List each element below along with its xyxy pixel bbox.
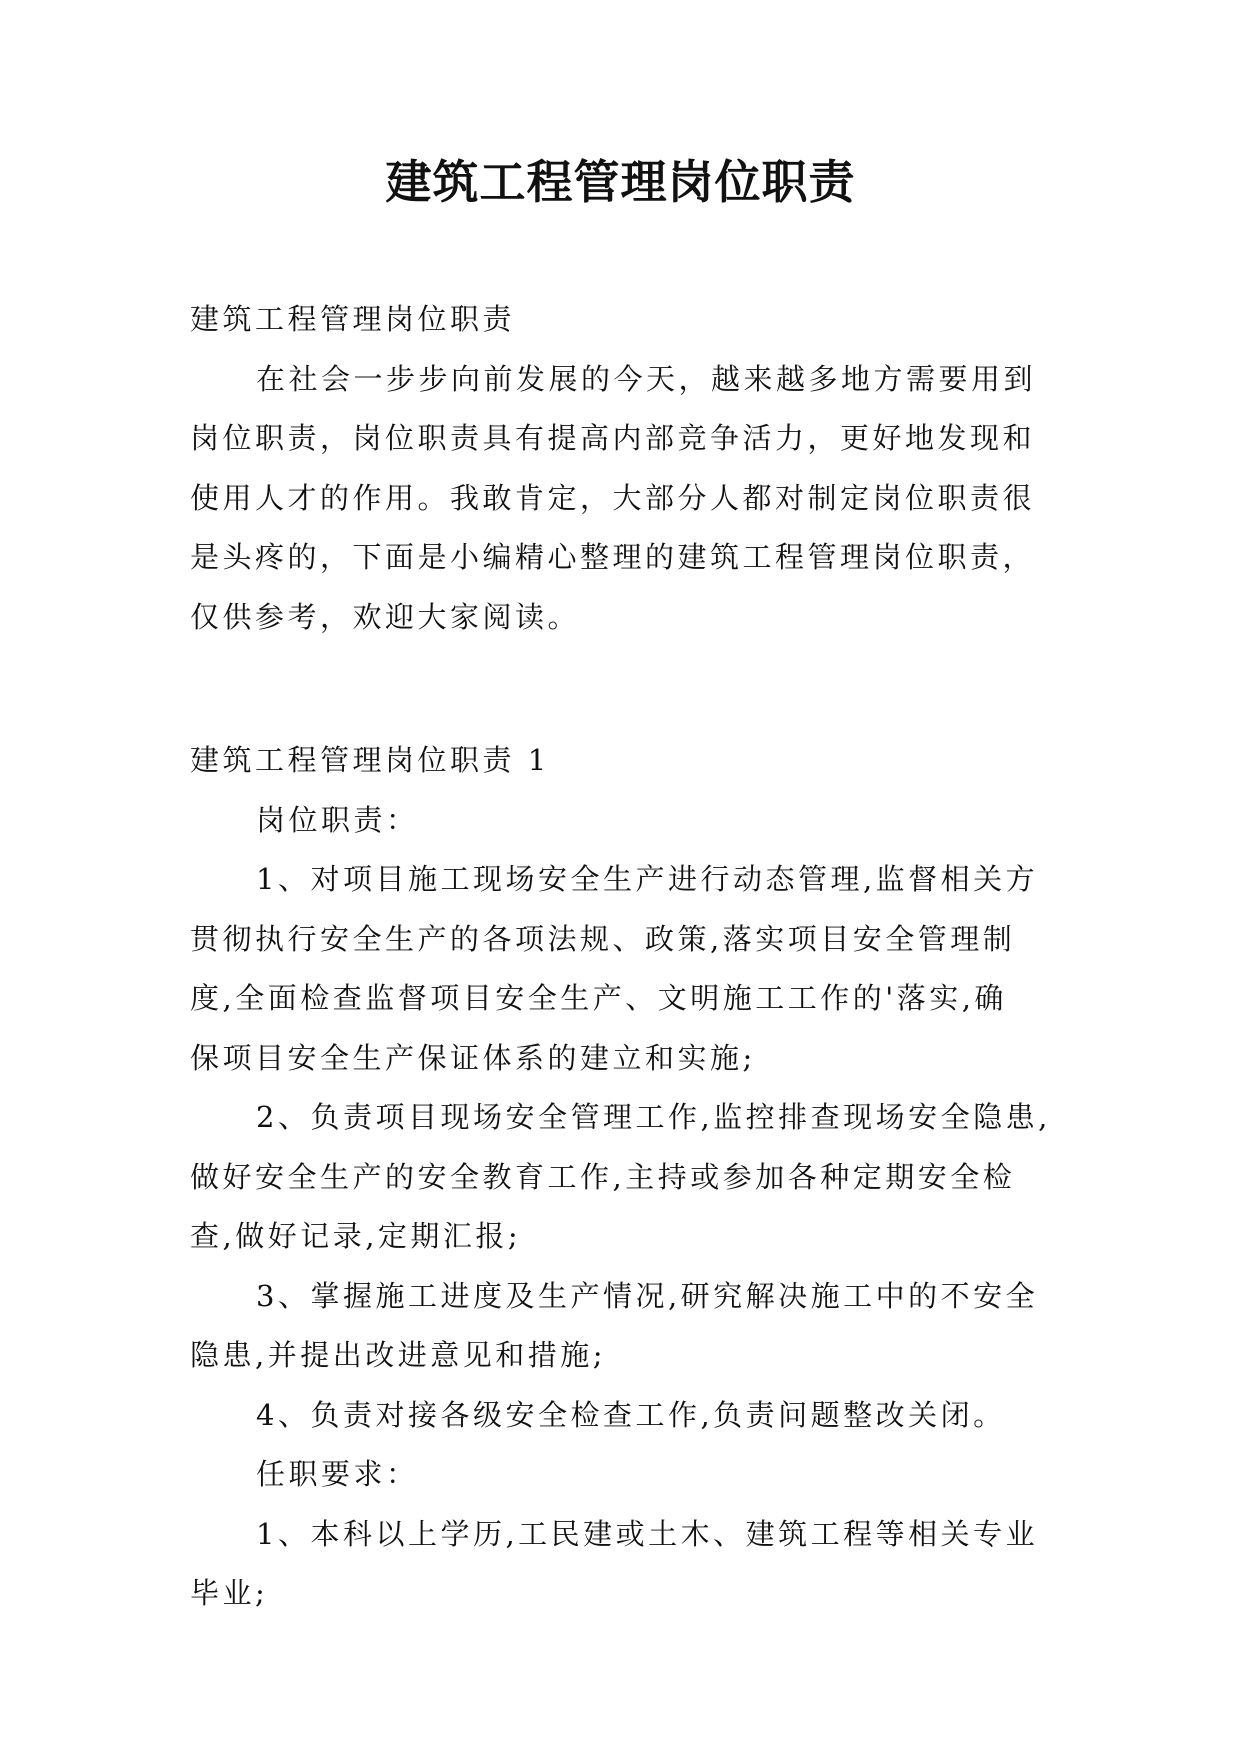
duty-item-1-line: 度,全面检查监督项目安全生产、文明施工工作的'落实,确 (190, 981, 1007, 1015)
duty-item-1-line: 保项目安全生产保证体系的建立和实施; (190, 1040, 756, 1075)
document-title: 建筑工程管理岗位职责 (385, 155, 856, 209)
section-spacer (190, 647, 1050, 731)
duty-item-2-line: 2、负责项目现场安全管理工作,监控排查现场安全隐患, (256, 1100, 1051, 1134)
section-heading: 建筑工程管理岗位职责 1 (190, 743, 550, 777)
document-body (190, 290, 1050, 1624)
intro-paragraph-line: 使用人才的作用。我敢肯定，大部分人都对制定岗位职责很 (190, 480, 1036, 515)
intro-heading: 建筑工程管理岗位职责 (190, 302, 516, 336)
intro-paragraph-line: 在社会一步步向前发展的今天，越来越多地方需要用到 (256, 361, 1037, 396)
duty-item-3-line: 3、掌握施工进度及生产情况,研究解决施工中的不安全 (256, 1278, 1039, 1313)
intro-paragraph-line: 是头疼的，下面是小编精心整理的建筑工程管理岗位职责， (190, 540, 1036, 574)
duty-item-1-line: 1、对项目施工现场安全生产进行动态管理,监督相关方 (256, 862, 1039, 896)
requirement-item-1-line: 1、本科以上学历,工民建或土木、建筑工程等相关专业 (256, 1516, 1039, 1551)
intro-paragraph-line: 岗位职责，岗位职责具有提高内部竞争活力，更好地发现和 (190, 421, 1036, 455)
duty-item-4-line: 4、负责对接各级安全检查工作,负责问题整改关闭。 (256, 1397, 1006, 1432)
duty-item-1-line: 贯彻执行安全生产的各项法规、政策,落实项目安全管理制 (190, 921, 1016, 956)
duty-item-3-line: 隐患,并提出改进意见和措施; (190, 1338, 606, 1372)
requirements-label: 任职要求： (256, 1457, 419, 1491)
requirement-item-1-line: 毕业; (190, 1576, 269, 1610)
duty-item-2-line: 做好安全生产的安全教育工作,主持或参加各种定期安全检 (190, 1159, 1016, 1194)
responsibilities-label: 岗位职责： (256, 802, 419, 837)
intro-paragraph-line: 仅供参考，欢迎大家阅读。 (190, 599, 581, 634)
duty-item-2-line: 查,做好记录,定期汇报; (190, 1219, 522, 1253)
